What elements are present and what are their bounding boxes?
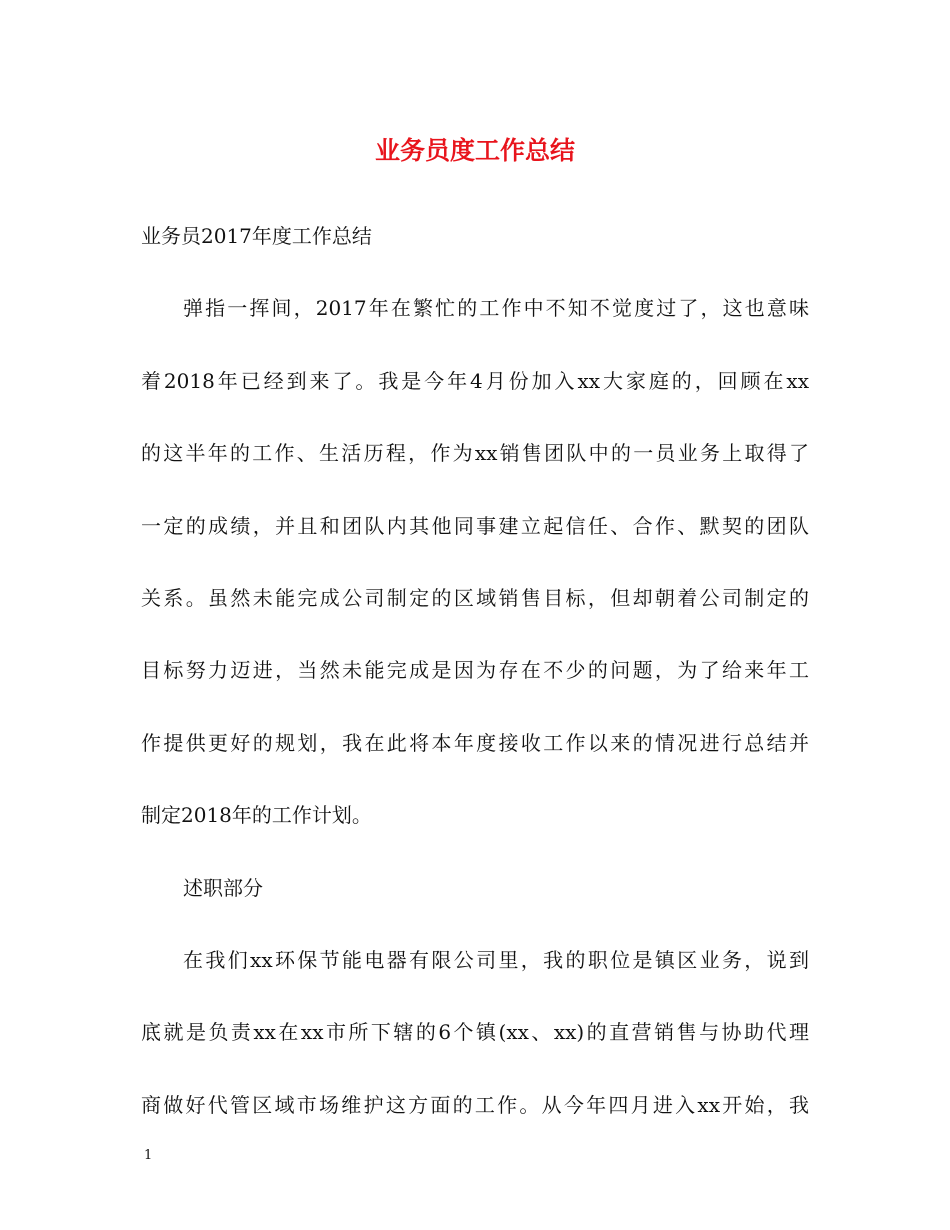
paragraph-line: 的这半年的工作、生活历程，作为xx销售团队中的一员业务上取得了 — [141, 441, 809, 466]
paragraph-line: 在我们xx环保节能电器有限公司里，我的职位是镇区业务，说到 — [183, 947, 809, 972]
page-number: 1 — [144, 1148, 153, 1163]
subtitle-line: 业务员2017年度工作总结 — [141, 224, 372, 248]
paragraph-line: 一定的成绩，并且和团队内其他同事建立起信任、合作、默契的团队 — [141, 513, 809, 538]
paragraph-line: 商做好代管区域市场维护这方面的工作。从今年四月进入xx开始，我 — [141, 1092, 809, 1117]
section-heading: 述职部分 — [183, 875, 263, 900]
document-title: 业务员度工作总结 — [374, 136, 575, 165]
paragraph-line: 弹指一挥间，2017年在繁忙的工作中不知不觉度过了，这也意味 — [183, 296, 809, 321]
paragraph-line: 制定2018年的工作计划。 — [141, 803, 372, 828]
document-body — [141, 218, 809, 1159]
paragraph-line: 作提供更好的规划，我在此将本年度接收工作以来的情况进行总结并 — [141, 730, 809, 755]
paragraph-line: 底就是负责xx在xx市所下辖的6个镇(xx、xx)的直营销售与协助代理 — [141, 1020, 809, 1045]
paragraph-line: 目标努力迈进，当然未能完成是因为存在不少的问题，为了给来年工 — [141, 658, 809, 683]
paragraph-line: 着2018年已经到来了。我是今年4月份加入xx大家庭的，回顾在xx — [141, 368, 809, 393]
paragraph-line: 关系。虽然未能完成公司制定的区域销售目标，但却朝着公司制定的 — [141, 585, 809, 610]
